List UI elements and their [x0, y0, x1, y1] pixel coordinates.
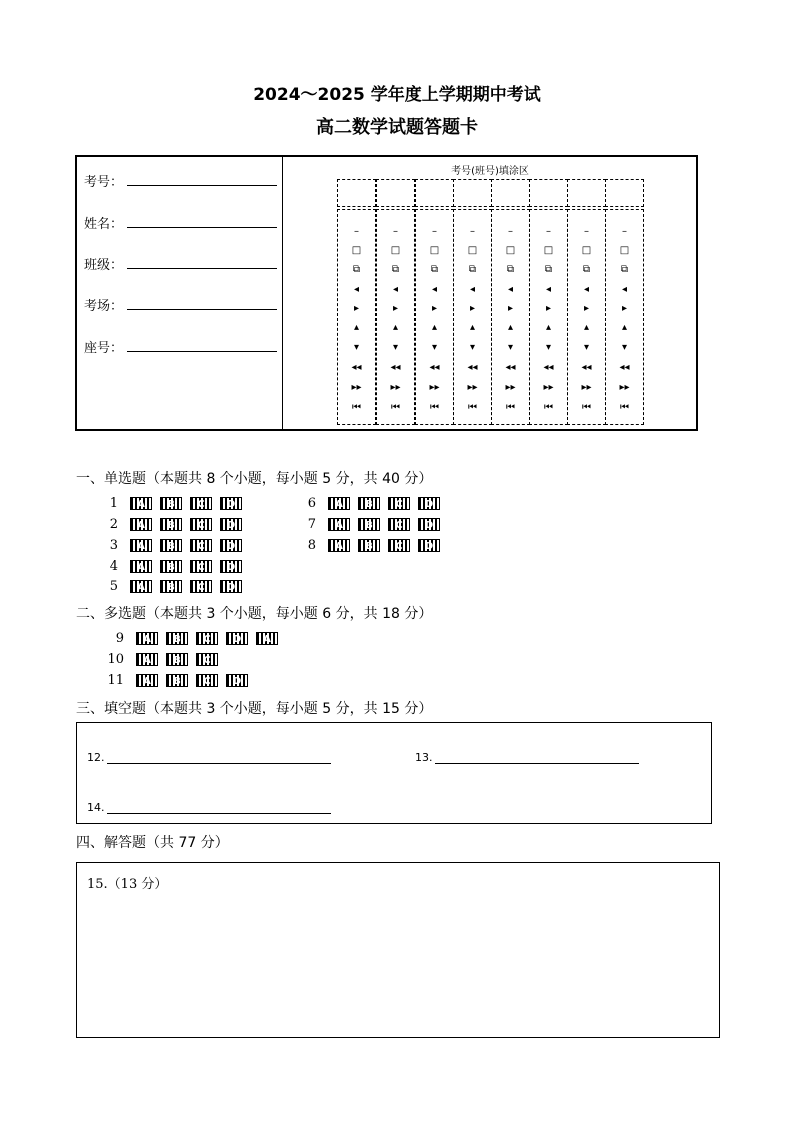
answer-bubble[interactable]: D	[418, 539, 440, 552]
question-row	[90, 517, 250, 532]
question-number: 7	[307, 517, 316, 532]
digit-bubble[interactable]: –	[584, 226, 589, 237]
digit-bubble-group	[567, 209, 606, 425]
class-field[interactable]	[84, 254, 128, 273]
digit-bubble[interactable]: ⧉	[506, 264, 515, 275]
digit-bubble[interactable]: ◂◂	[505, 362, 516, 373]
question-row	[90, 496, 250, 511]
digit-bubble[interactable]: ▸▸	[429, 382, 440, 393]
digit-column	[529, 179, 568, 425]
answer-bubble[interactable]: B	[166, 653, 188, 666]
blank-label: 12.	[87, 751, 105, 764]
answer-bubble[interactable]: A	[130, 539, 152, 552]
digit-bubble-group	[453, 209, 492, 425]
digit-bubble[interactable]: ⏮	[544, 402, 553, 413]
question-number: 1	[109, 496, 118, 511]
digit-bubble[interactable]: □	[581, 245, 592, 256]
answer-bubble[interactable]: D	[220, 580, 242, 593]
question-number: 8	[307, 538, 316, 553]
digit-bubble[interactable]: ◂◂	[467, 362, 478, 373]
digit-bubble[interactable]: ◂◂	[351, 362, 362, 373]
digit-bubble[interactable]: –	[432, 226, 437, 237]
digit-bubble[interactable]: □	[467, 245, 478, 256]
digit-bubble[interactable]: ◂	[583, 284, 590, 295]
digit-bubble-group	[491, 209, 530, 425]
field-line	[127, 351, 277, 352]
digit-bubble-group	[605, 209, 644, 425]
question-number: 2	[109, 517, 118, 532]
answer-bubble[interactable]: B	[160, 580, 182, 593]
digit-bubble[interactable]: –	[354, 226, 359, 237]
name-field[interactable]	[84, 213, 128, 232]
digit-bubble[interactable]: ⏮	[506, 402, 515, 413]
field-line	[127, 185, 277, 186]
student-info-box	[75, 155, 698, 431]
digit-bubble[interactable]: ▾	[583, 342, 590, 353]
digit-bubble[interactable]: ▸	[507, 303, 514, 314]
digit-bubble[interactable]: ▸▸	[505, 382, 516, 393]
answer-bubble[interactable]: A	[328, 539, 350, 552]
digit-bubble[interactable]: ⧉	[582, 264, 591, 275]
digit-bubble[interactable]: ▾	[392, 342, 399, 353]
digit-column	[567, 179, 606, 425]
question-row	[288, 517, 448, 532]
digit-bubble[interactable]: ⧉	[391, 264, 400, 275]
digit-bubble[interactable]: –	[546, 226, 551, 237]
fill-zone-title: 考号(班号)填涂区	[451, 166, 529, 177]
digit-bubble[interactable]: ◂◂	[581, 362, 592, 373]
blank-12[interactable]	[87, 751, 105, 764]
question-number: 11	[107, 673, 124, 688]
blank-14[interactable]	[87, 801, 105, 814]
answer-bubble[interactable]: B	[160, 497, 182, 510]
answer-bubble[interactable]: B	[160, 560, 182, 573]
digit-bubble[interactable]: ▸	[545, 303, 552, 314]
digit-bubble[interactable]: –	[508, 226, 513, 237]
digit-bubble[interactable]: ◂	[621, 284, 628, 295]
digit-bubble[interactable]: □	[619, 245, 630, 256]
digit-bubble[interactable]: ⧉	[620, 264, 629, 275]
answer-bubble[interactable]: B	[358, 497, 380, 510]
digit-bubble[interactable]: ⏮	[430, 402, 439, 413]
digit-bubble[interactable]: ⧉	[468, 264, 477, 275]
answer-bubble[interactable]: A	[328, 518, 350, 531]
digit-bubble[interactable]: ▾	[507, 342, 514, 353]
answer-bubble[interactable]: C	[196, 653, 218, 666]
question-row	[90, 559, 250, 574]
digit-bubble[interactable]: ◂	[353, 284, 360, 295]
answer-bubble[interactable]: D	[226, 632, 248, 645]
digit-bubble[interactable]: ▴	[621, 322, 628, 333]
blank-13[interactable]	[415, 751, 433, 764]
digit-bubble[interactable]: ⏮	[391, 402, 400, 413]
digit-column	[453, 179, 492, 425]
digit-bubble[interactable]: ▴	[431, 322, 438, 333]
digit-bubble[interactable]: –	[622, 226, 627, 237]
answer-bubble[interactable]: C	[190, 560, 212, 573]
digit-column	[337, 179, 376, 425]
field-label: 考场：	[84, 299, 124, 314]
digit-bubble[interactable]: –	[470, 226, 475, 237]
blank-label: 14.	[87, 801, 105, 814]
digit-bubble[interactable]: ⏮	[620, 402, 629, 413]
answer-bubble[interactable]: A	[136, 674, 158, 687]
question-number: 6	[307, 496, 316, 511]
digit-bubble[interactable]: ▸▸	[390, 382, 401, 393]
digit-write-box[interactable]	[453, 179, 492, 207]
answer-bubble[interactable]: C	[388, 539, 410, 552]
seat-field[interactable]	[84, 337, 128, 356]
digit-column	[491, 179, 530, 425]
answer-bubble[interactable]: A	[130, 518, 152, 531]
digit-bubble[interactable]: ◂◂	[619, 362, 630, 373]
answer-bubble[interactable]: C	[388, 518, 410, 531]
digit-write-box[interactable]	[529, 179, 568, 207]
digit-bubble[interactable]: ◂	[507, 284, 514, 295]
question-number: 4	[109, 559, 118, 574]
answer-bubble[interactable]: A	[130, 497, 152, 510]
answer-bubble[interactable]: D	[220, 539, 242, 552]
exam-number-field[interactable]	[84, 171, 128, 190]
digit-bubble-group	[529, 209, 568, 425]
answer-bubble[interactable]: A	[130, 580, 152, 593]
answer-bubble[interactable]: B	[358, 539, 380, 552]
digit-write-box[interactable]	[376, 179, 415, 207]
digit-bubble[interactable]: ▾	[545, 342, 552, 353]
digit-bubble[interactable]: ◂◂	[390, 362, 401, 373]
exam-title: 2024～2025 学年度上学期期中考试	[253, 85, 541, 105]
question-row	[288, 496, 448, 511]
field-line	[127, 227, 277, 228]
section1-heading: 一、单选题（本题共 8 个小题，每小题 5 分，共 40 分）	[76, 471, 433, 487]
answer-bubble[interactable]: D	[220, 560, 242, 573]
field-label: 考号：	[84, 175, 124, 190]
digit-bubble[interactable]: ▴	[507, 322, 514, 333]
digit-bubble[interactable]: ▸	[353, 303, 360, 314]
section2-heading: 二、多选题（本题共 3 个小题，每小题 6 分，共 18 分）	[76, 606, 433, 622]
digit-bubble[interactable]: –	[393, 226, 398, 237]
answer-bubble[interactable]: B	[160, 539, 182, 552]
digit-bubble-group	[376, 209, 415, 425]
digit-bubble[interactable]: ▾	[469, 342, 476, 353]
digit-bubble[interactable]: ▴	[469, 322, 476, 333]
question-row	[96, 673, 256, 688]
digit-bubble[interactable]: □	[351, 245, 362, 256]
digit-write-box[interactable]	[491, 179, 530, 207]
answer-bubble[interactable]: D	[418, 518, 440, 531]
digit-bubble[interactable]: ▸	[583, 303, 590, 314]
digit-bubble-group	[337, 209, 376, 425]
question-row	[288, 538, 448, 553]
digit-bubble[interactable]: ◂	[392, 284, 399, 295]
digit-bubble[interactable]: ▴	[545, 322, 552, 333]
digit-bubble[interactable]: ▸▸	[351, 382, 362, 393]
answer-bubble[interactable]: C	[190, 580, 212, 593]
q15-label: 15.（13 分）	[87, 877, 168, 892]
digit-bubble[interactable]: □	[429, 245, 440, 256]
question-number: 5	[109, 579, 118, 594]
blank-label: 13.	[415, 751, 433, 764]
blank-line	[107, 763, 331, 764]
digit-bubble[interactable]: ▸	[469, 303, 476, 314]
digit-bubble[interactable]: ▾	[431, 342, 438, 353]
digit-bubble[interactable]: □	[390, 245, 401, 256]
digit-bubble[interactable]: ▸▸	[543, 382, 554, 393]
digit-bubble[interactable]: ◂◂	[543, 362, 554, 373]
digit-bubble[interactable]: ◂◂	[429, 362, 440, 373]
digit-write-box[interactable]	[415, 179, 454, 207]
section3-heading: 三、填空题（本题共 3 个小题，每小题 5 分，共 15 分）	[76, 701, 433, 717]
digit-bubble[interactable]: ▴	[353, 322, 360, 333]
answer-bubble[interactable]: B	[166, 632, 188, 645]
question-number: 10	[107, 652, 124, 667]
digit-bubble[interactable]: □	[505, 245, 516, 256]
field-line	[127, 268, 277, 269]
digit-bubble[interactable]: ▸▸	[467, 382, 478, 393]
answer-bubble[interactable]: C	[196, 632, 218, 645]
answer-bubble[interactable]: A	[136, 653, 158, 666]
question-row	[90, 538, 250, 553]
field-label: 座号：	[84, 341, 124, 356]
digit-bubble[interactable]: ▴	[583, 322, 590, 333]
blank-line	[107, 813, 331, 814]
info-divider	[282, 157, 283, 429]
digit-bubble[interactable]: ▸	[431, 303, 438, 314]
digit-bubble[interactable]: ◂	[545, 284, 552, 295]
digit-bubble[interactable]: ▴	[392, 322, 399, 333]
fill-in-answer-box	[76, 722, 712, 824]
exam-room-field[interactable]	[84, 295, 128, 314]
digit-bubble[interactable]: ▸	[392, 303, 399, 314]
answer-bubble[interactable]: C	[190, 497, 212, 510]
digit-bubble[interactable]: ▸▸	[619, 382, 630, 393]
question-number: 9	[115, 631, 124, 646]
digit-column	[415, 179, 454, 425]
digit-bubble[interactable]: ⧉	[430, 264, 439, 275]
answer-bubble[interactable]: D	[226, 674, 248, 687]
answer-bubble[interactable]: C	[196, 674, 218, 687]
exam-subtitle: 高二数学试题答题卡	[316, 117, 478, 138]
digit-column	[605, 179, 644, 425]
digit-bubble-group	[415, 209, 454, 425]
answer-bubble[interactable]: A	[136, 632, 158, 645]
field-label: 班级：	[84, 258, 124, 273]
digit-bubble[interactable]: ◂	[431, 284, 438, 295]
digit-column	[376, 179, 415, 425]
digit-write-box[interactable]	[337, 179, 376, 207]
answer-bubble[interactable]: C	[388, 497, 410, 510]
digit-bubble[interactable]: ▸	[621, 303, 628, 314]
question-row	[96, 652, 226, 667]
question-number: 3	[109, 538, 118, 553]
blank-line	[435, 763, 639, 764]
digit-bubble[interactable]: ⧉	[352, 264, 361, 275]
digit-bubble[interactable]: □	[543, 245, 554, 256]
digit-write-box[interactable]	[605, 179, 644, 207]
answer-bubble[interactable]: A	[256, 632, 278, 645]
section4-heading: 四、解答题（共 77 分）	[76, 835, 229, 851]
answer-bubble[interactable]: B	[358, 518, 380, 531]
answer-bubble[interactable]: B	[160, 518, 182, 531]
answer-bubble[interactable]: C	[190, 518, 212, 531]
digit-bubble[interactable]: ▸▸	[581, 382, 592, 393]
answer-bubble[interactable]: A	[130, 560, 152, 573]
digit-bubble[interactable]: ▾	[621, 342, 628, 353]
answer-bubble[interactable]: B	[166, 674, 188, 687]
q15-answer-box[interactable]	[76, 862, 720, 1038]
answer-bubble[interactable]: A	[328, 497, 350, 510]
answer-bubble[interactable]: D	[220, 497, 242, 510]
answer-bubble[interactable]: C	[190, 539, 212, 552]
field-label: 姓名：	[84, 217, 124, 232]
digit-bubble[interactable]: ⧉	[544, 264, 553, 275]
digit-bubble[interactable]: ⏮	[468, 402, 477, 413]
digit-bubble[interactable]: ▾	[353, 342, 360, 353]
answer-bubble[interactable]: D	[220, 518, 242, 531]
digit-bubble[interactable]: ◂	[469, 284, 476, 295]
digit-bubble[interactable]: ⏮	[352, 402, 361, 413]
question-row	[96, 631, 286, 646]
answer-bubble[interactable]: D	[418, 497, 440, 510]
question-row	[90, 579, 250, 594]
digit-write-box[interactable]	[567, 179, 606, 207]
field-line	[127, 309, 277, 310]
digit-bubble[interactable]: ⏮	[582, 402, 591, 413]
